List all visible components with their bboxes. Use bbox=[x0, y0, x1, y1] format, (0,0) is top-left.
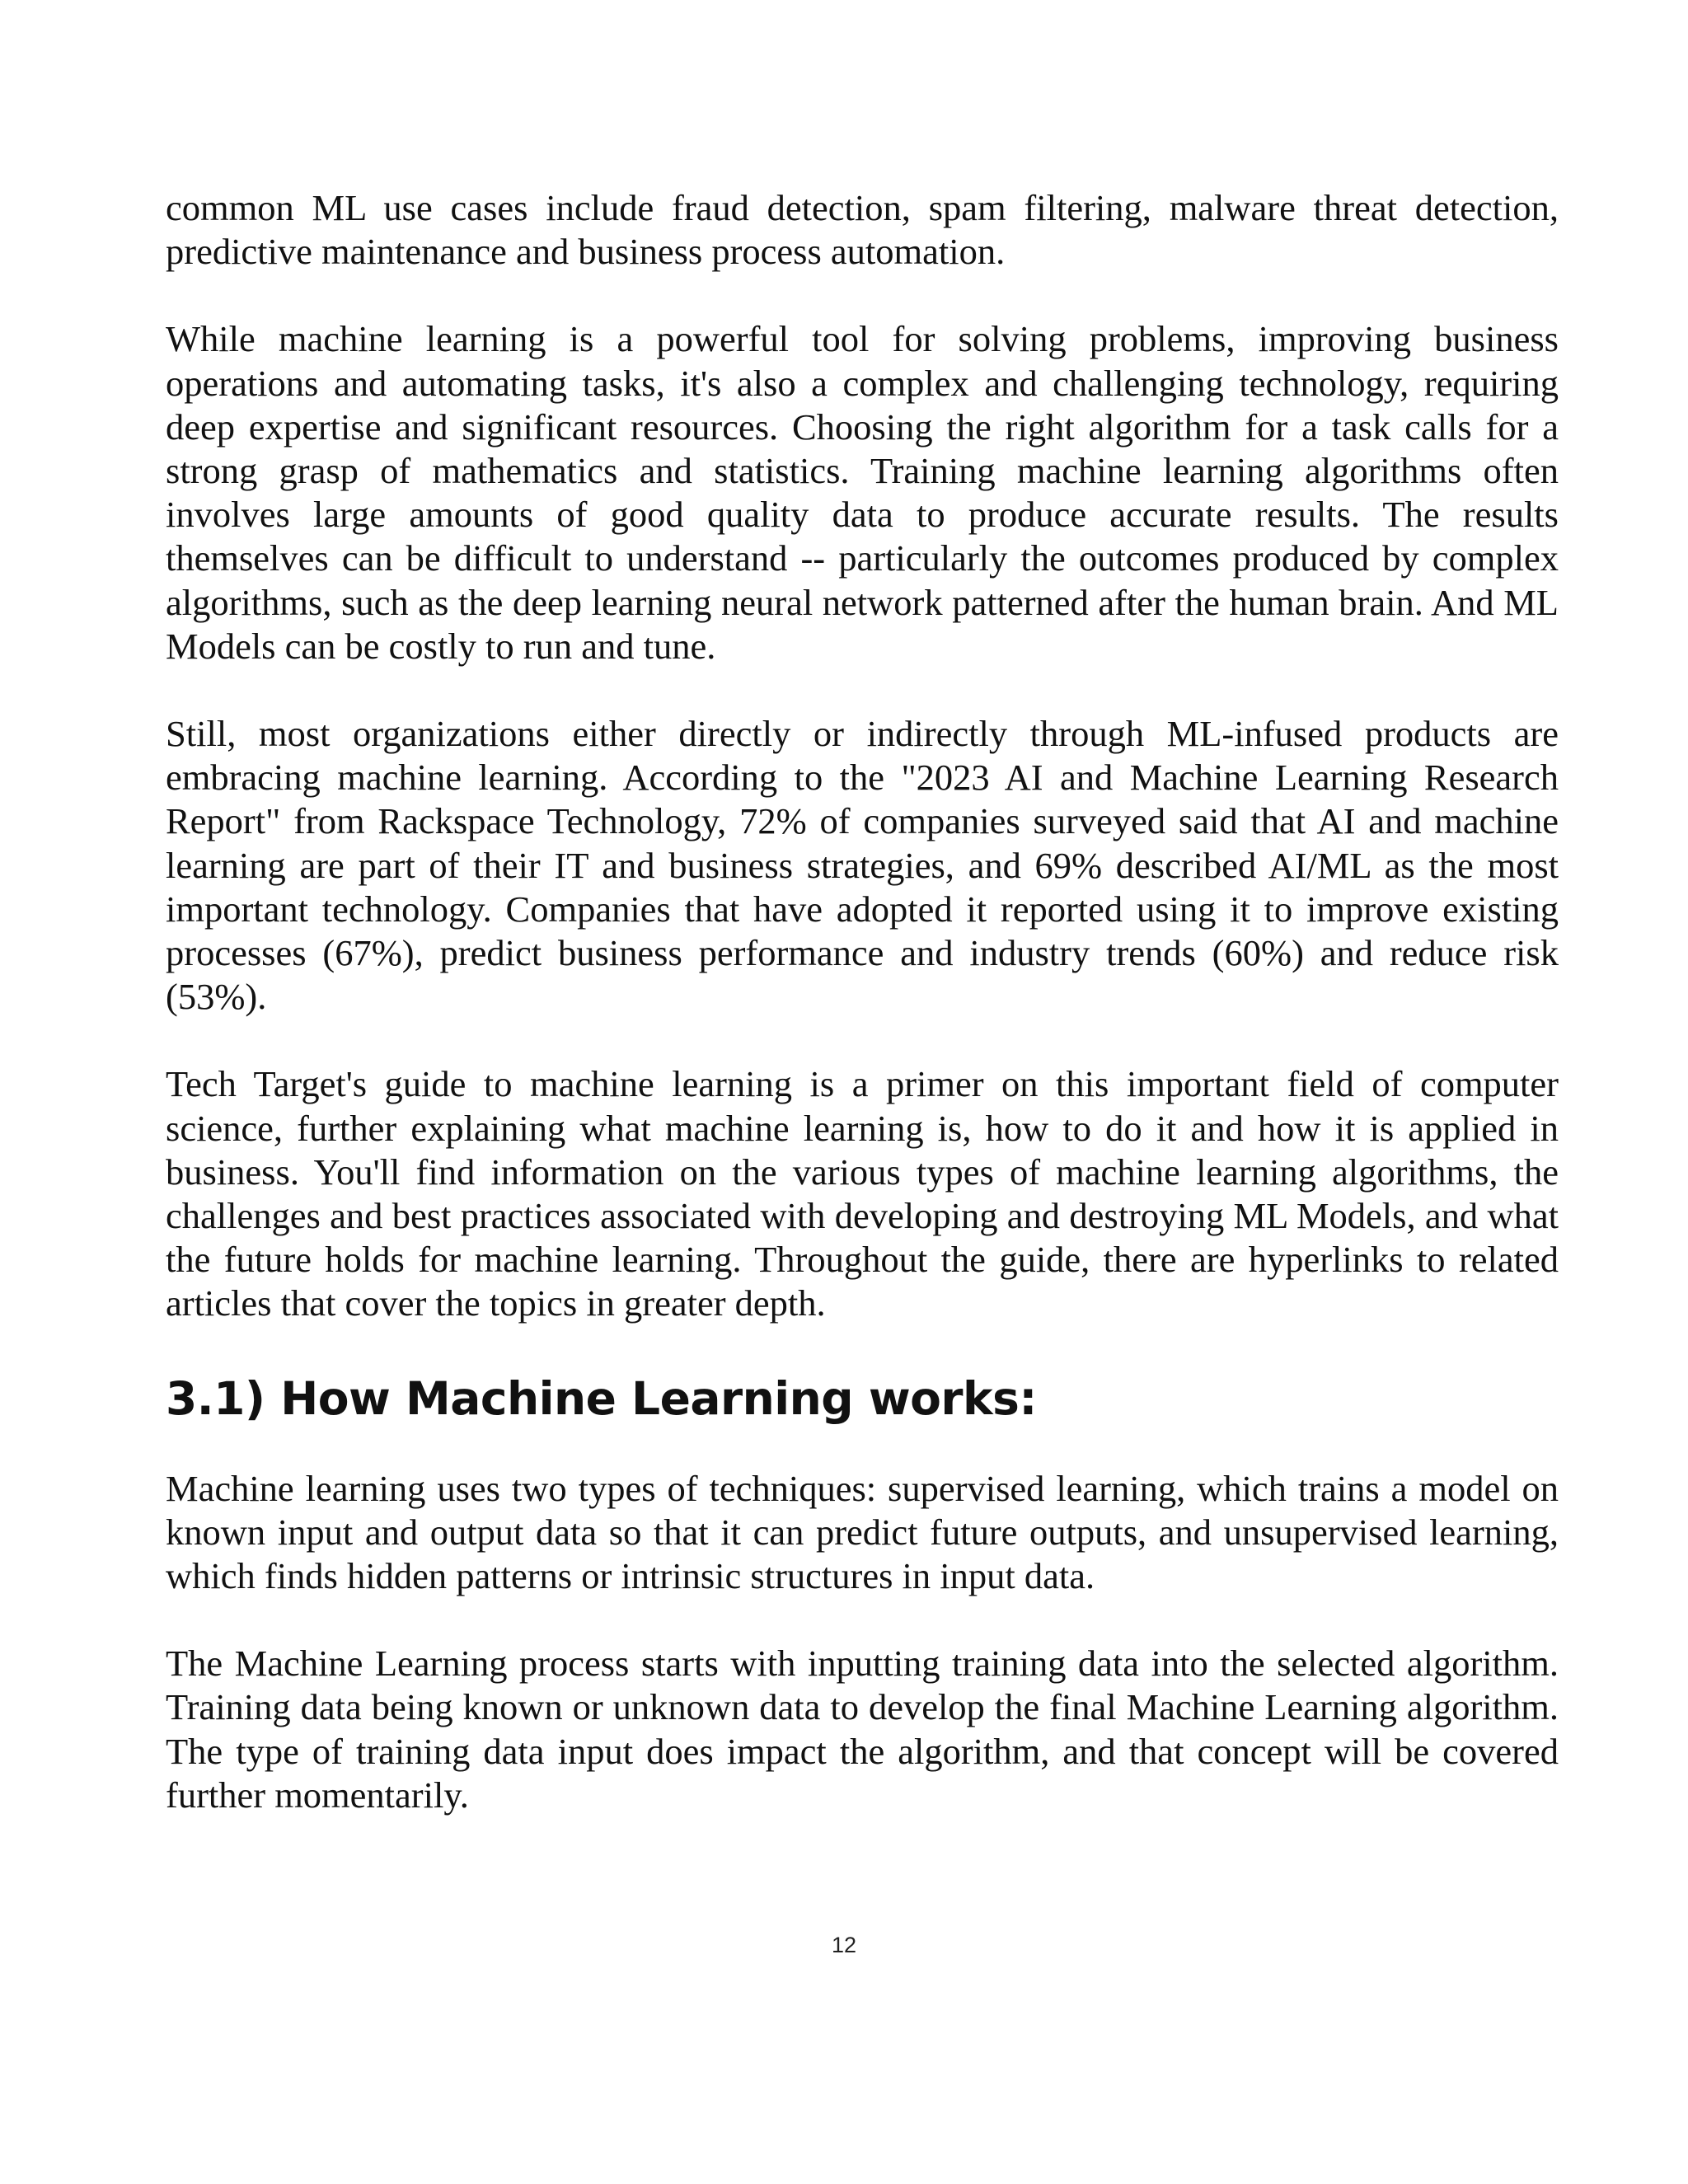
paragraph-ml-process: The Machine Learning process starts with inputting training data into the selected algorithm. Training data being known or unknown data to develop the final Machine Learning algorithm. The type of training data input does impact the algorithm, and that concept will be covered further momentarily. bbox=[166, 1643, 1559, 1816]
paragraph-ml-techniques: Machine learning uses two types of techniques: supervised learning, which trains a model on known input and output data so that it can predict future outputs, and unsupervised learning, which finds hidden patterns or intrinsic structures in input data. bbox=[166, 1467, 1559, 1597]
page-number: 12 bbox=[831, 1933, 857, 1957]
page-body bbox=[166, 186, 1559, 1861]
section-heading: 3.1) How Machine Learning works: bbox=[166, 1371, 1037, 1425]
paragraph-ml-challenges: While machine learning is a powerful tool for solving problems, improving business operations and automating tasks, it's also a complex and challenging technology, requiring deep expertise and significant resources. Choosing the right algorithm for a task calls for a strong grasp of mathematics and statistics. Training machine learning algorithms often involves large amounts of good quality data to produce accurate results. The results themselves can be difficult to understand -- particularly the outcomes produced by complex algorithms, such as the deep learning neural network patterned after the human brain. And ML Models can be costly to run and tune. bbox=[166, 318, 1559, 667]
paragraph-ml-adoption: Still, most organizations either directly or indirectly through ML-infused products are embracing machine learning. According to the "2023 AI and Machine Learning Research Report" from Rackspace Technology, 72% of companies surveyed said that AI and machine learning are part of their IT and business strategies, and 69% described AI/ML as the most important technology. Companies that have adopted it reported using it to improve existing processes (67%), predict business performance and industry trends (60%) and reduce risk (53%). bbox=[166, 713, 1559, 1018]
paragraph-guide-intro: Tech Target's guide to machine learning is a primer on this important field of computer science, further explaining what machine learning is, how to do it and how it is applied in business. You'll find information on the various types of machine learning algorithms, the challenges and best practices associated with developing and destroying ML Models, and what the future holds for machine learning. Throughout the guide, there are hyperlinks to related articles that cover the topics in greater depth. bbox=[166, 1063, 1559, 1324]
paragraph-ml-use-cases: common ML use cases include fraud detection, spam filtering, malware threat detection, predictive maintenance and business process automation. bbox=[166, 187, 1559, 273]
